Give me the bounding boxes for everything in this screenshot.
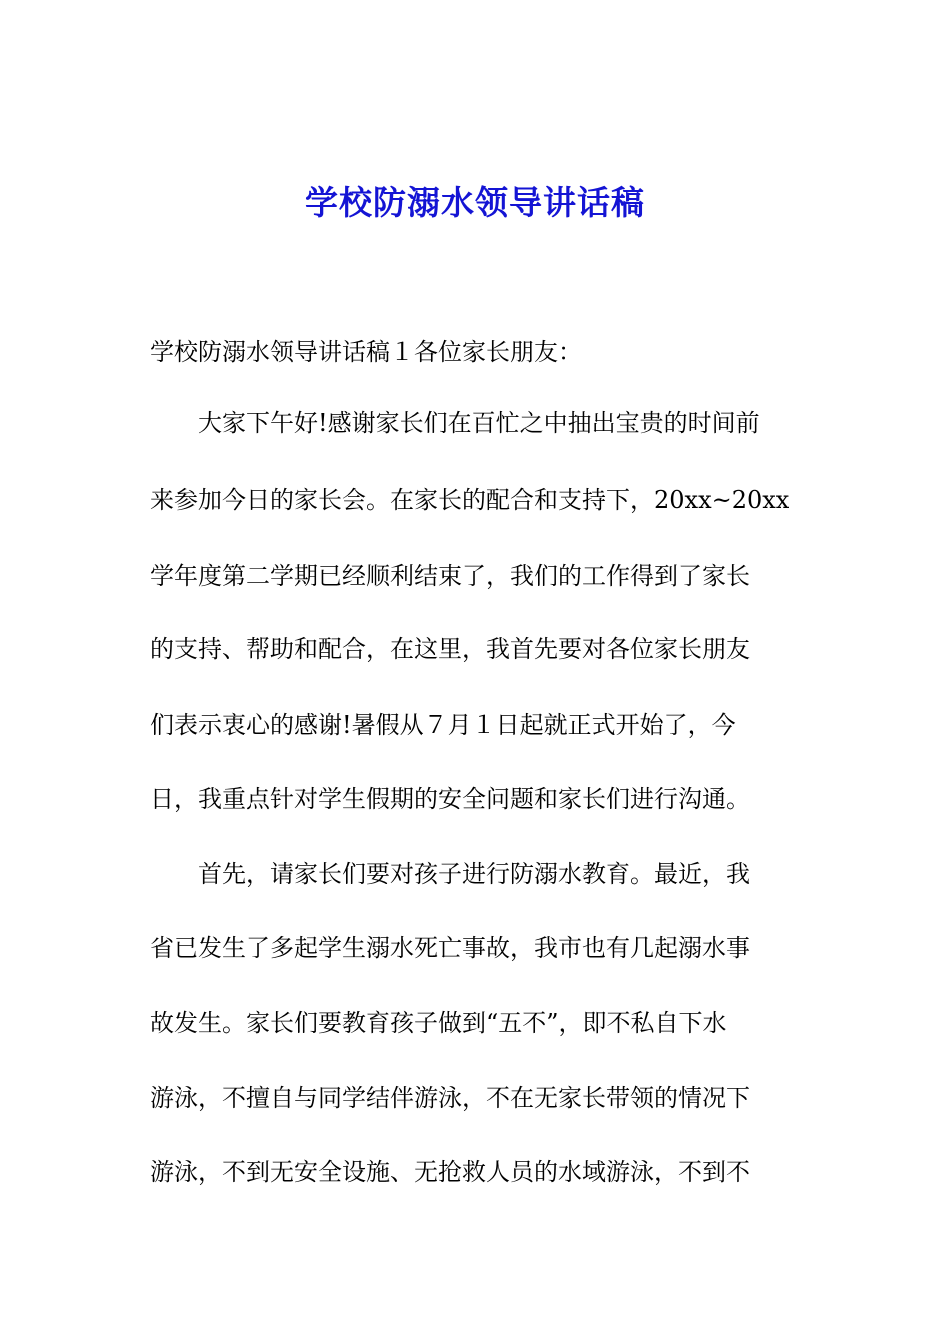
text-line: 学校防溺水领导讲话稿１各位家长朋友： (150, 338, 582, 366)
text-line: 首先，请家长们要对孩子进行防溺水教育。最近，我 (150, 860, 750, 888)
text-line: 游泳，不擅自与同学结伴游泳，不在无家长带领的情况下 (150, 1084, 750, 1112)
text-line: 游泳，不到无安全设施、无抢救人员的水域游泳，不到不 (150, 1158, 750, 1186)
text-line: 大家下午好!感谢家长们在百忙之中抽出宝贵的时间前 (150, 409, 760, 437)
text-line: 学年度第二学期已经顺利结束了，我们的工作得到了家长 (150, 562, 750, 590)
text-line: 日，我重点针对学生假期的安全问题和家长们进行沟通。 (150, 785, 750, 813)
text-line: 来参加今日的家长会。在家长的配合和支持下，20xx~20xx (150, 486, 790, 514)
text-line: 故发生。家长们要教育孩子做到“五不”，即不私自下水 (150, 1009, 727, 1037)
text-line: 省已发生了多起学生溺水死亡事故，我市也有几起溺水事 (150, 934, 750, 962)
text-line: 的支持、帮助和配合，在这里，我首先要对各位家长朋友 (150, 635, 750, 663)
document-title: 学校防溺水领导讲话稿 (305, 183, 645, 222)
text-line: 们表示衷心的感谢!暑假从７月１日起就正式开始了，今 (150, 711, 736, 739)
